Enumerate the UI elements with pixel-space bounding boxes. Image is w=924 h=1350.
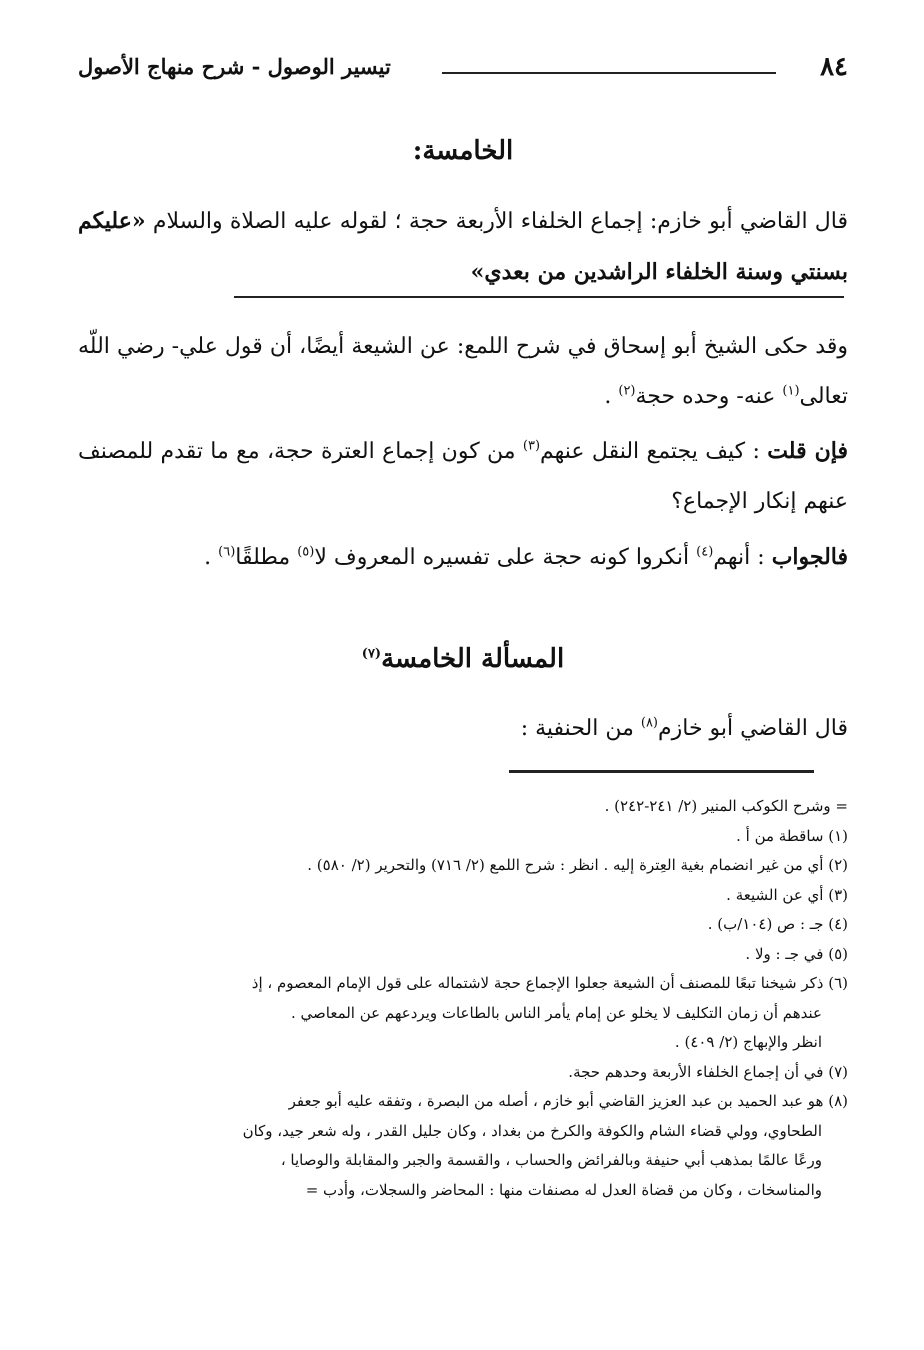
objection-label: فإن قلت [767, 438, 848, 464]
footnote-ref-6[interactable]: (٦) [218, 544, 236, 560]
paragraph-objection [78, 426, 900, 527]
paragraph-text: عنه- وحده حجة [635, 384, 783, 409]
paragraph-abu-khazim [78, 196, 900, 298]
paragraph-text: وقد حكى الشيخ أبو إسحاق في شرح اللمع: عن الشيعة أيضًا، أن قول علي- رضي اللّه تعالى [78, 334, 848, 409]
footnote-ref-3[interactable]: (٣) [522, 438, 541, 454]
footnote-6-line-2: عندهم أن زمان التكليف لا يخلو عن إمام يأمر الناس بالطاعات ويردعهم عن المعاصي . [290, 1003, 822, 1022]
footnote-ref-7[interactable]: (٧) [361, 646, 382, 662]
footnote-8-line-2: الطحاوي، وولي قضاء الشام والكوفة والكرخ من بغداد ، وكان جليل القدر ، وله شعر جيد، وكان [242, 1121, 822, 1140]
paragraph-text: : أنهم [713, 545, 772, 570]
footnote-2: (٢) أي من غير انضمام بغية العِترة إليه . انظر : شرح اللمع (٢/ ٧١٦) والتحرير (٢/ ٥٨٠) . [307, 856, 848, 874]
running-title: تيسير الوصول - شرح منهاج الأصول [78, 54, 391, 79]
page-header [78, 52, 848, 92]
footnote-8-line-4: والمناسخات ، وكان من قضاة العدل له مصنفات منها : المحاضر والسجلات، وأدب = [305, 1180, 822, 1199]
paragraph-text: : كيف يجتمع النقل عنهم [540, 439, 768, 464]
answer-label: فالجواب [771, 544, 848, 570]
footnotes-block [78, 792, 848, 1205]
footnote-8: (٨) هو عبد الحميد بن عبد العزيز القاضي أبو خازم ، أصله من البصرة ، وتفقه عليه أبو جعفر [288, 1092, 848, 1110]
footnote-continuation: = وشرح الكوكب المنير (٢/ ٢٤١-٢٤٢) . [604, 797, 848, 815]
footnote-ref-1[interactable]: (١) [782, 383, 800, 399]
heading-text: المسألة الخامسة [381, 644, 565, 674]
paragraph-text: أنكروا كونه حجة على تفسيره المعروف لا [314, 545, 697, 570]
footnote-separator [509, 770, 814, 773]
paragraph-hanafi-view [78, 704, 900, 754]
header-rule [442, 72, 776, 74]
footnote-8-line-3: ورعًا عالمًا بمذهب أبي حنيفة وبالفرائض والحساب ، والقسمة والجبر والمقابلة والوصايا ، [280, 1151, 822, 1169]
paragraph-text: قال القاضي أبو خازم: إجماع الخلفاء الأربعة حجة ؛ لقوله عليه الصلاة والسلام [145, 209, 848, 234]
paragraph-text: . [204, 545, 219, 570]
paragraph-text: مطلقًا [235, 545, 298, 570]
paragraph-text: . [604, 384, 619, 409]
separator-rule [234, 296, 844, 298]
paragraph-text: من كون إجماع العترة حجة، مع ما تقدم للمصنف عنهم إنكار الإجماع؟ [78, 439, 848, 514]
footnote-7: (٧) في أن إجماع الخلفاء الأربعة وحدهم حجة. [568, 1062, 848, 1081]
section-heading-fifth-issue [78, 644, 848, 674]
footnote-4: (٤) جـ : ص (١٠٤/ب) . [707, 915, 848, 933]
paragraph-text: قال القاضي أبو خازم [658, 716, 848, 741]
paragraph-answer [78, 532, 900, 583]
paragraph-text: من الحنفية : [520, 716, 641, 741]
footnote-1: (١) ساقطة من أ . [736, 826, 848, 845]
section-heading-fifth: الخامسة: [412, 136, 514, 166]
footnote-ref-8[interactable]: (٨) [640, 715, 658, 731]
footnote-3: (٣) أي عن الشيعة . [726, 885, 848, 904]
footnote-5: (٥) في جـ : ولا . [745, 944, 848, 963]
footnote-ref-2[interactable]: (٢) [618, 383, 636, 399]
footnote-6: (٦) ذكر شيخنا تبعًا للمصنف أن الشيعة جعلوا الإجماع حجة لاشتماله على قول الإمام المعصوم ، إذ [251, 974, 848, 992]
footnote-ref-4[interactable]: (٤) [696, 544, 714, 560]
footnote-6-line-3: انظر والإبهاج (٢/ ٤٠٩) . [674, 1033, 822, 1051]
page-number: ٨٤ [820, 52, 848, 82]
paragraph-shiite-view [78, 322, 900, 422]
hadith-quote: «عليكم بسنتي وسنة الخلفاء الراشدين من بعدي» [78, 208, 848, 285]
footnote-ref-5[interactable]: (٥) [297, 544, 315, 560]
